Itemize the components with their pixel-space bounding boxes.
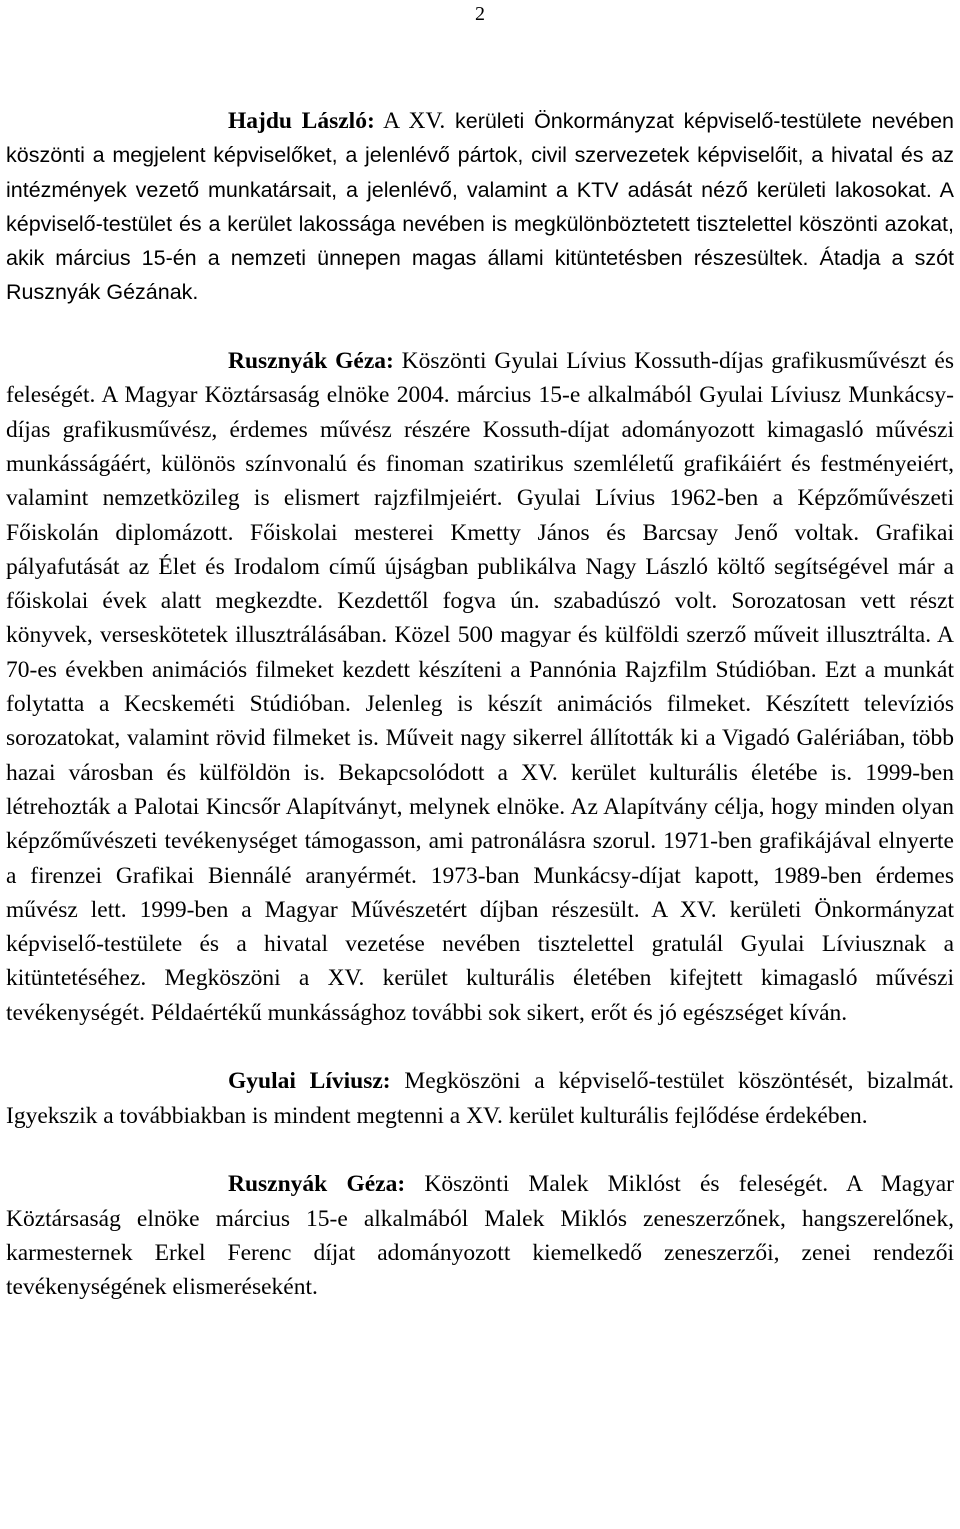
paragraph-text-sans: kerületi Önkormányzat képviselő-testülete nevében köszönti a megjelent képviselőket, a jelenlévő pártok, civil szervezetek képviselőit, a hivatal és az intézmények vezető munkatársait, a jelenlévő, valamint a KTV adását néző kerületi lakosokat. A képviselő-testület és a kerület lakossága nevében is megkülönböztetett tisztelettel köszönti azokat, akik március 15-én a nemzeti ünnepen magas állami kitüntetésben részesültek. Átadja a szót Rusznyák Gézának. [6, 109, 954, 305]
paragraph-rusznyak-2 [6, 1167, 954, 1304]
paragraph-text: Megköszöni a képviselő-testület köszöntését, bizalmát. Igyekszik a továbbiakban is mindent megtenni a XV. kerület kulturális fejlődése érdekében. [6, 1068, 954, 1129]
page-number: 2 [475, 3, 485, 25]
paragraph-hajdu [6, 104, 954, 310]
paragraph-text: Köszönti Gyulai Lívius Kossuth-díjas grafikusművészt és feleségét. A Magyar Köztársaság elnöke 2004. március 15-e alkalmából Gyulai Líviusz Munkácsy-díjas grafikusművész, érdemes művész részére Kossuth-díjat adományozott kimagasló művészi munkásságáért, különös színvonalú és finoman szatirikus szemléletű grafikáiért és festményeiért, valamint nemzetközileg is elismert rajzfilmjeiért. Gyulai Lívius 1962-ben a Képzőművészeti Főiskolán diplomázott. Főiskolai mesterei Kmetty János és Barcsay Jenő voltak. Grafikai pályafutását az Élet és Irodalom című újságban publikálva Nagy László költő segítségével már a főiskolai évek alatt megkezdte. Kezdettől fogva ún. szabadúszó volt. Sorozatosan vett részt könyvek, verseskötetek illusztrálásában. Közel 500 magyar és külföldi szerző műveit illusztrálta. A 70-es években animációs filmeket kezdett készíteni a Pannónia Rajzfilm Stúdióban. Ezt a munkát folytatta a Kecskeméti Stúdióban. Jelenleg is készít animációs filmeket. Készített televíziós sorozatokat, valamint rövid filmeket is. Műveit nagy sikerrel állították ki a Vigadó Galériában, több hazai városban és külföldön is. Bekapcsolódott a XV. kerület kulturális életébe is. 1999-ben létrehozták a Palotai Kincsőr Alapítványt, melynek elnöke. Az Alapítvány célja, hogy minden olyan képzőművészeti tevékenységet támogasson, ami patronálásra szorul. 1971-ben grafikájával elnyerte a firenzei Grafikai Biennálé aranyérmét. 1973-ban Munkácsy-díjat kapott, 1989-ben érdemes művész lett. 1999-ben a Magyar Művészetért díjban részesült. A XV. kerületi Önkormányzat képviselő-testülete és a hivatal vezetése nevében tisztelettel gratulál Gyulai Líviusznak a kitüntetéséhez. Megköszöni a XV. kerület kulturális életében kifejtett kimagasló művészi tevékenységét. Példaértékű munkássághoz további sok sikert, erőt és jó egészséget kíván. [6, 348, 954, 1026]
paragraph-text: A XV. [374, 108, 455, 134]
speaker-name: Hajdu László: [228, 108, 375, 134]
speaker-name: Rusznyák Géza: [228, 1171, 406, 1198]
document-body [6, 104, 954, 1304]
speaker-name: Rusznyák Géza: [228, 348, 394, 375]
paragraph-gyulai [6, 1064, 954, 1133]
paragraph-text: Köszönti Malek Miklóst és feleségét. A Magyar Köztársaság elnöke március 15-e alkalmából Malek Miklós zeneszerzőnek, hangszerelőnek, karmesternek Erkel Ferenc díjat adományozott kiemelkedő zeneszerzői, zenei rendezői tevékenységének elismeréseként. [6, 1171, 954, 1301]
speaker-name: Gyulai Líviusz: [228, 1068, 391, 1095]
paragraph-rusznyak-1 [6, 344, 954, 1030]
